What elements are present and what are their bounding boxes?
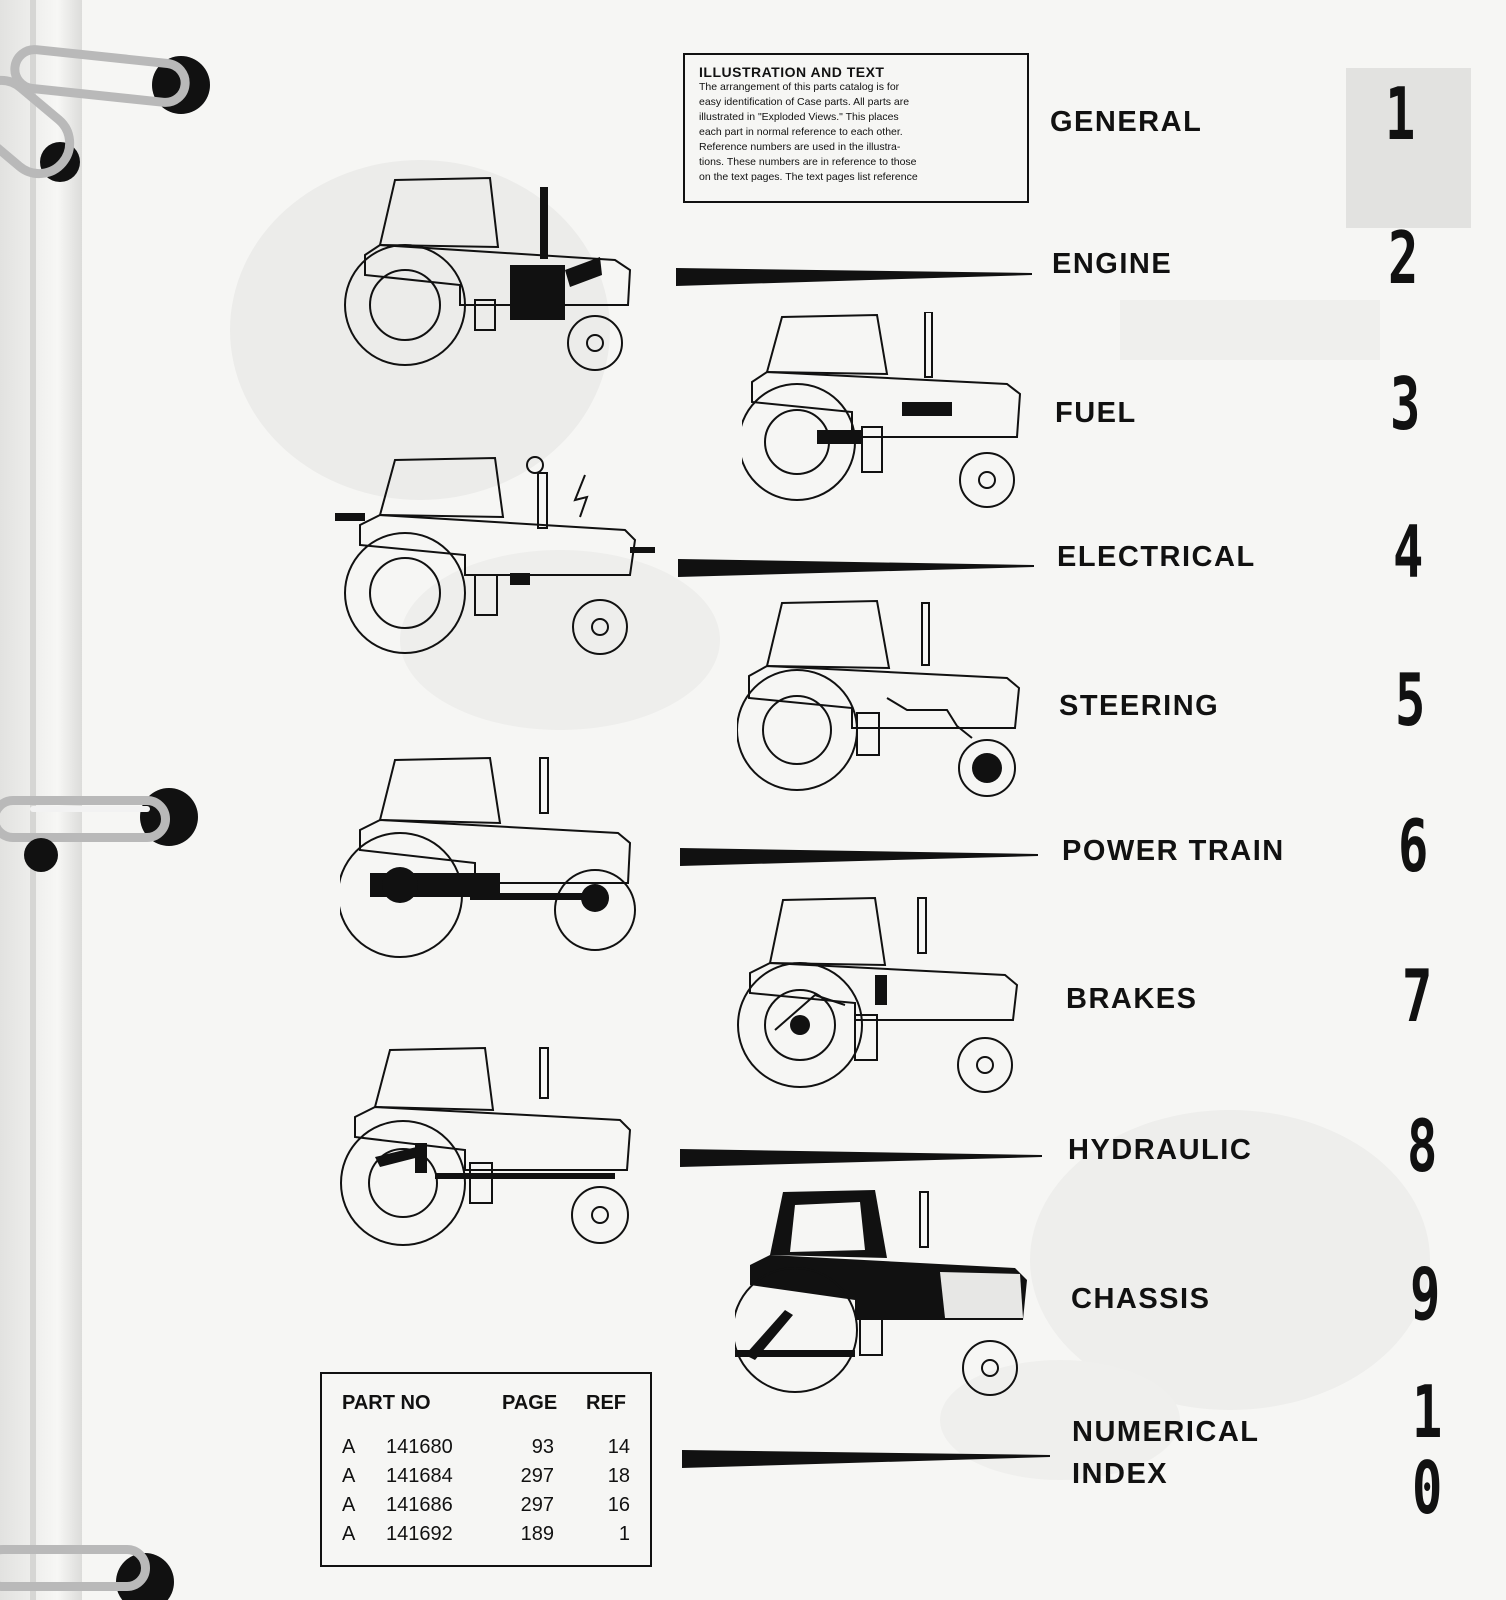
row-page: 297 (520, 1494, 554, 1516)
pointer-numerical-index (682, 1446, 1050, 1474)
tractor-power-train-illustration (340, 755, 650, 965)
pointer-hydraulic (680, 1145, 1042, 1173)
info-box-title: ILLUSTRATION AND TEXT (699, 64, 885, 80)
section-label-electrical[interactable]: ELECTRICAL (1057, 541, 1256, 573)
section-label-numerical[interactable]: NUMERICAL (1072, 1416, 1260, 1448)
info-box-line: illustrated in "Exploded Views." This places (699, 111, 899, 123)
info-box-line: The arrangement of this parts catalog is for (699, 81, 900, 93)
table-row (322, 1523, 650, 1551)
row-page: 93 (531, 1436, 554, 1458)
row-prefix: A (342, 1436, 356, 1458)
tractor-chassis-illustration (735, 1190, 1035, 1400)
row-prefix: A (342, 1523, 356, 1545)
part-no-header: PART NO (342, 1392, 431, 1414)
info-box-line: on the text pages. The text pages list reference (699, 171, 918, 183)
section-number-10-ones[interactable]: 0 (1412, 1446, 1443, 1530)
table-row (322, 1494, 650, 1522)
section-label-steering[interactable]: STEERING (1059, 690, 1220, 722)
section-number-3[interactable]: 3 (1390, 362, 1421, 446)
section-number-6[interactable]: 6 (1398, 804, 1429, 888)
section-number-1[interactable]: 1 (1385, 72, 1416, 156)
section-label-chassis[interactable]: CHASSIS (1071, 1283, 1211, 1315)
tractor-steering-illustration (737, 598, 1027, 808)
section-number-9[interactable]: 9 (1410, 1252, 1441, 1336)
tractor-brakes-illustration (735, 895, 1025, 1105)
part-number-table (320, 1372, 652, 1567)
pointer-engine (676, 262, 1032, 290)
info-box-line: Reference numbers are used in the illustra- (699, 141, 901, 153)
pointer-electrical (678, 555, 1034, 583)
ref-header: REF (586, 1392, 626, 1414)
pointer-power-train (680, 844, 1038, 872)
section-number-2[interactable]: 2 (1388, 216, 1419, 300)
info-box-line: tions. These numbers are in reference to those (699, 156, 917, 168)
info-box-line: each part in normal reference to each other. (699, 126, 903, 138)
tractor-hydraulic-illustration (335, 1045, 645, 1255)
section-label-fuel[interactable]: FUEL (1055, 397, 1137, 429)
tractor-fuel-illustration (742, 312, 1032, 512)
row-ref: 18 (607, 1465, 630, 1487)
row-part-no: 141680 (386, 1436, 453, 1458)
page-header: PAGE (502, 1392, 558, 1414)
row-part-no: 141684 (386, 1465, 453, 1487)
info-box-line: easy identification of Case parts. All parts are (699, 96, 910, 108)
row-ref: 14 (607, 1436, 630, 1458)
row-ref: 16 (607, 1494, 630, 1516)
tractor-electrical-illustration (335, 455, 665, 665)
ring-highlight (30, 806, 150, 812)
section-label-power-train[interactable]: POWER TRAIN (1062, 835, 1285, 867)
section-number-10-tens[interactable]: 1 (1412, 1370, 1443, 1454)
section-number-4[interactable]: 4 (1393, 510, 1424, 594)
table-row (322, 1436, 650, 1464)
binder-ring-bottom (0, 1545, 150, 1591)
illustration-and-text-box (683, 53, 1029, 203)
tractor-engine-illustration (340, 175, 650, 375)
section-number-8[interactable]: 8 (1407, 1104, 1438, 1188)
section-number-7[interactable]: 7 (1402, 954, 1433, 1038)
binder-hole-middle-back (24, 838, 58, 872)
section-label-general[interactable]: GENERAL (1050, 106, 1203, 138)
section-number-5[interactable]: 5 (1395, 658, 1426, 742)
row-prefix: A (342, 1494, 356, 1516)
row-ref: 1 (618, 1523, 630, 1545)
section-label-engine[interactable]: ENGINE (1052, 248, 1173, 280)
section-label-hydraulic[interactable]: HYDRAULIC (1068, 1134, 1253, 1166)
row-part-no: 141692 (386, 1523, 453, 1545)
section-label-index[interactable]: INDEX (1072, 1458, 1169, 1490)
row-part-no: 141686 (386, 1494, 453, 1516)
row-prefix: A (342, 1465, 356, 1487)
binder-ring-middle (0, 796, 170, 842)
table-row (322, 1465, 650, 1493)
section-label-brakes[interactable]: BRAKES (1066, 983, 1198, 1015)
row-page: 297 (520, 1465, 554, 1487)
row-page: 189 (520, 1523, 554, 1545)
